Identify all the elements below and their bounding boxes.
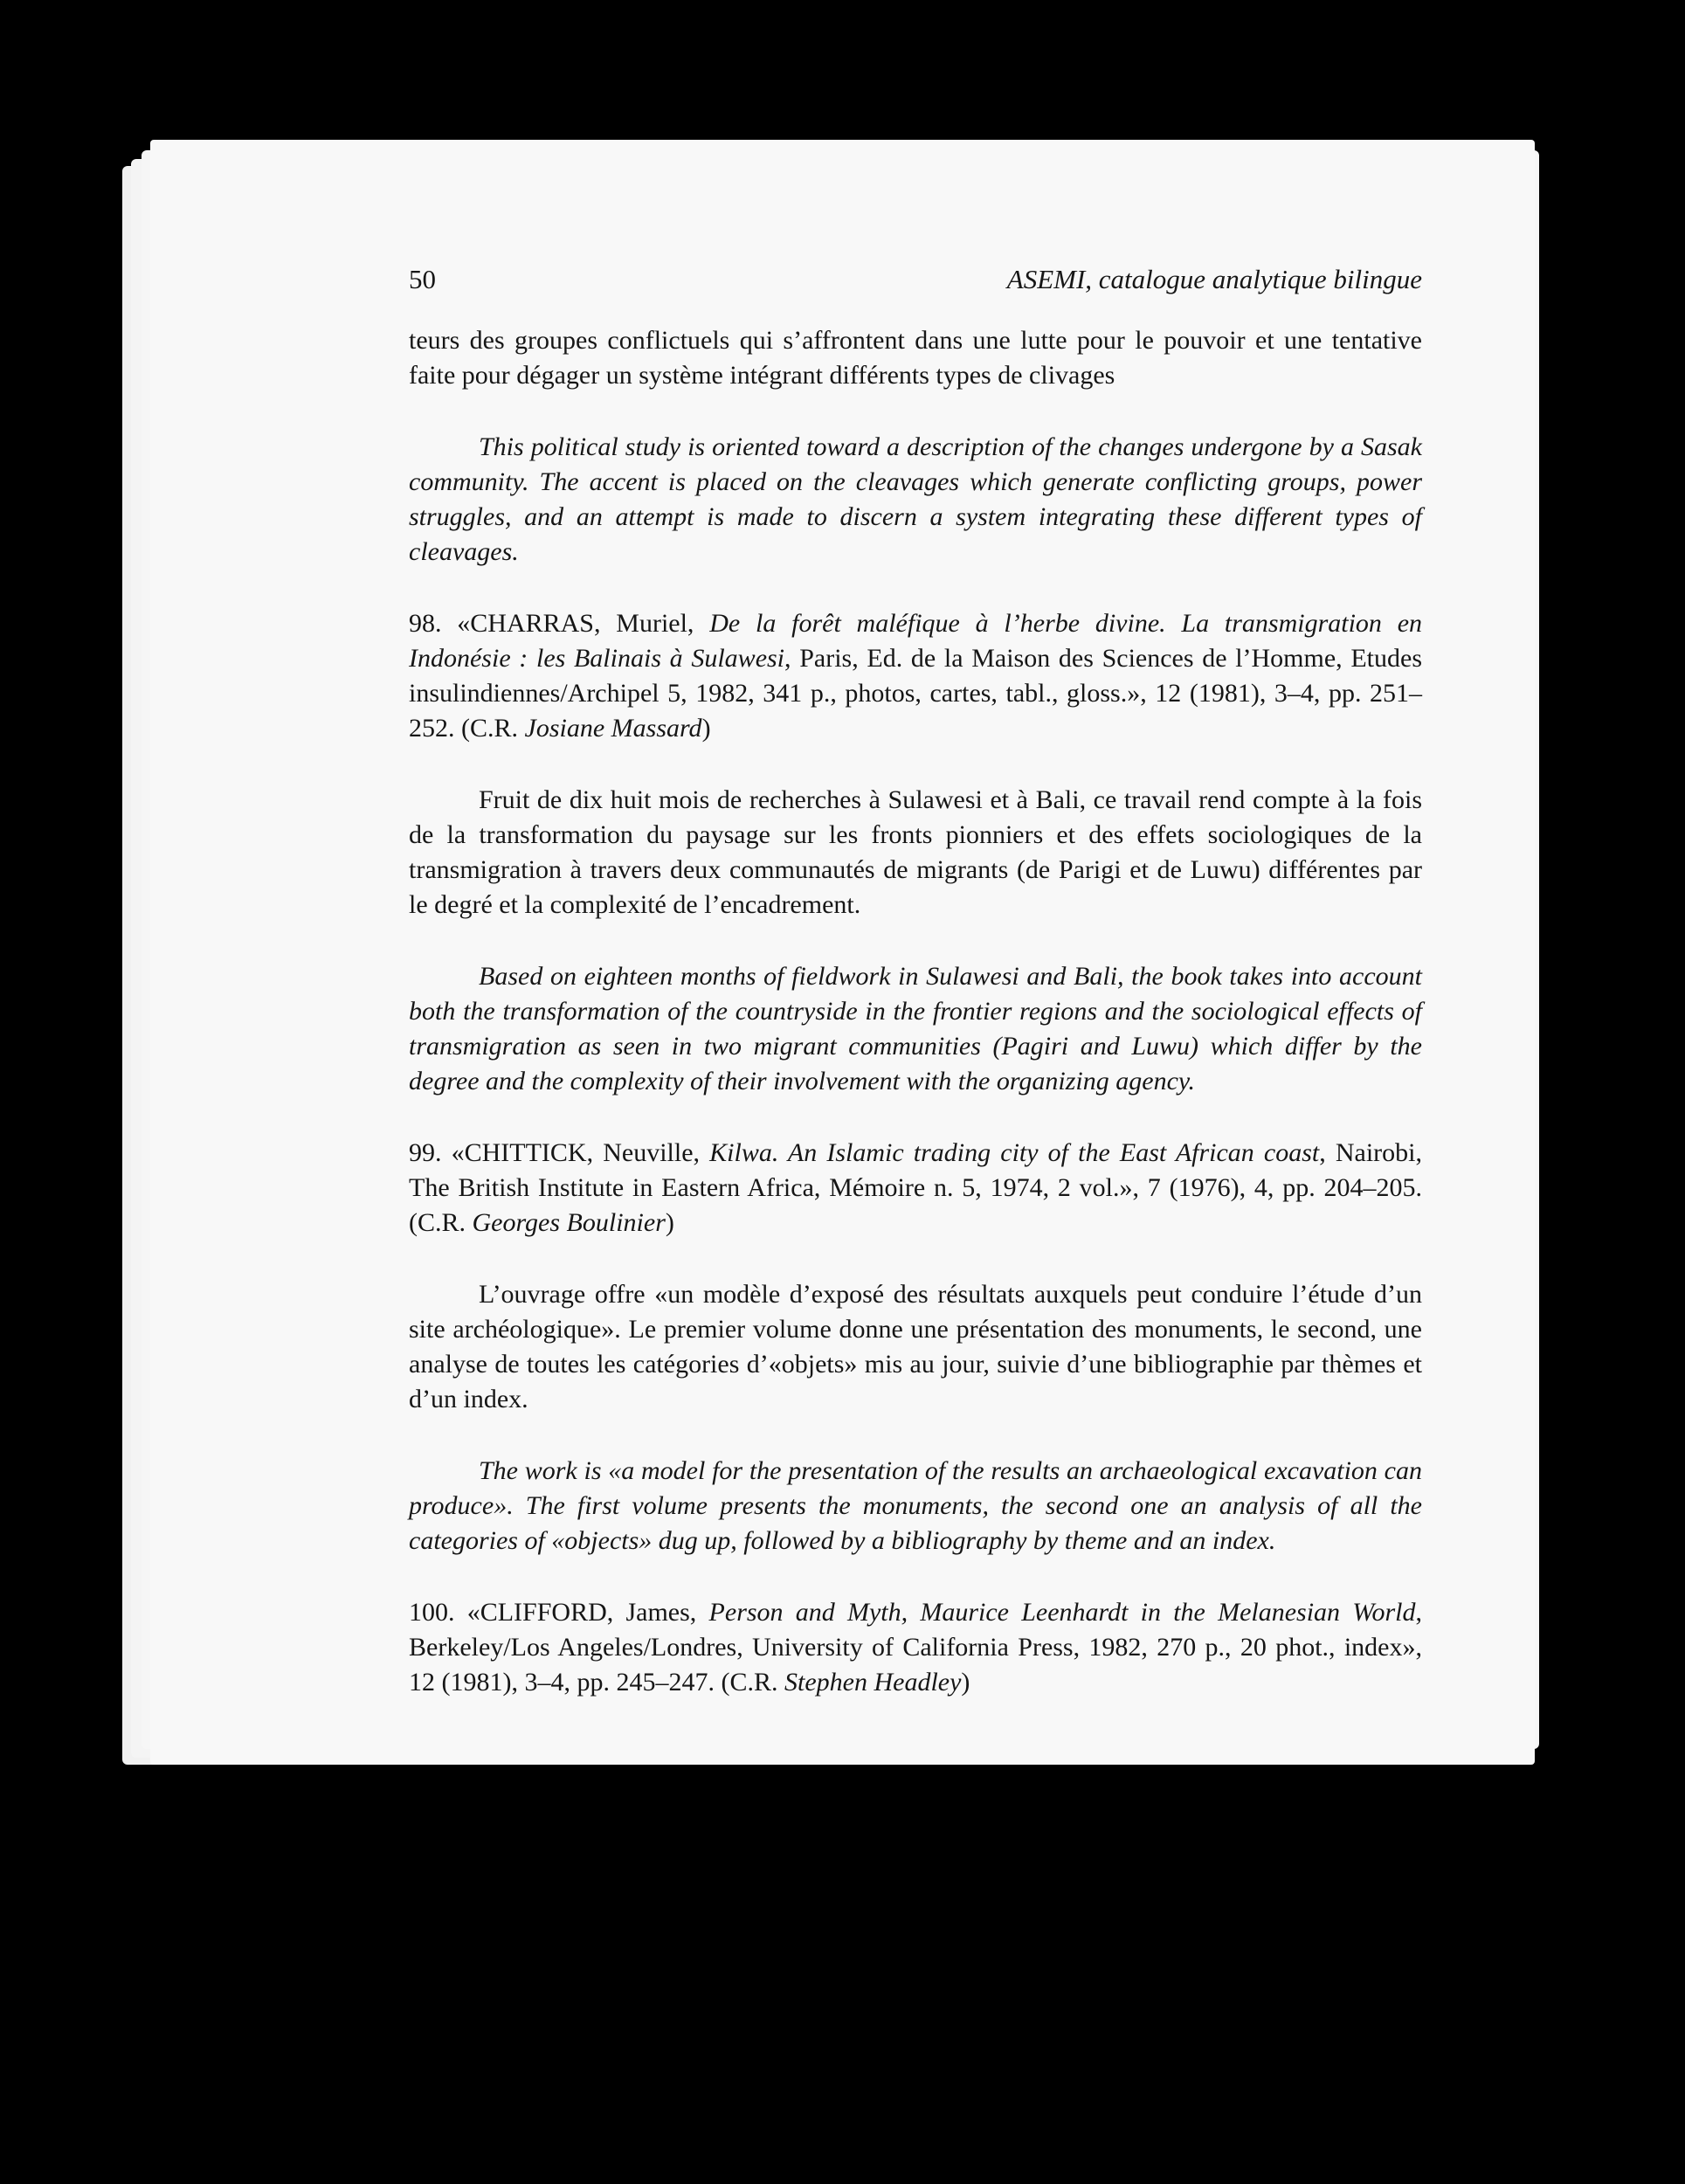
page-text: [409, 262, 1422, 1737]
entry-99-title: Kilwa. An Islamic trading city of the East African coast: [709, 1138, 1320, 1167]
entry-100-title: Person and Myth, Maurice Leenhardt in the Melanesian World: [708, 1598, 1416, 1627]
continued-abstract-en: This political study is oriented toward a description of the changes undergone by a Sasak community. The accent is placed on the cleavages which generate conflicting groups, power struggles, and an attempt is made to discern a system integrating these different types of cleavages.: [409, 432, 1422, 566]
entry-99-author: 99. «CHITTICK, Neuville,: [409, 1138, 701, 1167]
journal-title: ASEMI, catalogue analytique bilingue: [1006, 264, 1422, 294]
entry-98-abstract-en: Based on eighteen months of fieldwork in Sulawesi and Bali, the book takes into account both the transformation of the countryside in the frontier regions and the sociological effects of transmigration as seen in two migrant communities (Pagiri and Luwu) which differ by the degree and the complexity of their involvement with the organizing agency.: [409, 962, 1422, 1095]
entry-99-publication: , Nairobi, The British Institute in Eastern Africa, Mémoire n. 5, 1974, 2 vol.», 7 (1976), 4, pp. 204–205. (C.R.: [409, 1138, 1423, 1237]
entry-100-publication: , Berkeley/Los Angeles/Londres, University of California Press, 1982, 270 p., 20 phot., index», 12 (1981), 3–4, pp. 245–247. (C.R.: [409, 1598, 1423, 1697]
entry-98-abstract-fr: Fruit de dix huit mois de recherches à Sulawesi et à Bali, ce travail rend compte à la fois de la transformation du paysage sur les fronts pionniers et des effets sociologiques de la transmigration à travers deux communautés de migrants (de Parigi et de Luwu) différentes par le degré et la complexité de l’encadrement.: [409, 785, 1422, 919]
entry-98: [409, 606, 1422, 746]
page-number: 50: [409, 264, 436, 294]
entry-100-author: 100. «CLIFFORD, James,: [409, 1598, 697, 1627]
entry-100-reviewer: Stephen Headley: [784, 1668, 962, 1697]
entry-98-title: De la forêt maléfique à l’herbe divine. La transmigration en Indonésie : les Balinais à Sulawesi: [409, 609, 1423, 673]
entry-98-close: ): [701, 714, 711, 743]
entry-99-close: ): [665, 1208, 674, 1237]
entry-99-abstract-fr: L’ouvrage offre «un modèle d’exposé des résultats auxquels peut conduire l’étude d’un site archéologique». Le premier volume donne une présentation des monuments, le second, une analyse de toutes les catégories d’«objets» mis au jour, suivie d’une bibliographie par thèmes et d’un index.: [409, 1280, 1422, 1413]
entry-98-reviewer: Josiane Massard: [524, 714, 702, 743]
entry-99: [409, 1136, 1422, 1241]
entry-100: [409, 1595, 1422, 1700]
running-head: [409, 262, 1422, 297]
continued-paragraph: teurs des groupes conflictuels qui s’affrontent dans une lutte pour le pouvoir et une tentative faite pour dégager un système intégrant différents types de clivages: [409, 326, 1422, 390]
entry-99-abstract-en: The work is «a model for the presentation of the results an archaeological excavation can produce». The first volume presents the monuments, the second one an analysis of all the categories of «objects» dug up, followed by a bibliography by theme and an index.: [409, 1456, 1422, 1555]
entry-100-close: ): [961, 1668, 970, 1697]
entry-98-author: 98. «CHARRAS, Muriel,: [409, 609, 694, 638]
entry-99-reviewer: Georges Boulinier: [472, 1208, 666, 1237]
entry-98-publication: , Paris, Ed. de la Maison des Sciences de l’Homme, Etudes insulindiennes/Archipel 5, 1982, 341 p., photos, cartes, tabl., gloss.», 12 (1981), 3–4, pp. 251–252. (C.R.: [409, 644, 1423, 743]
